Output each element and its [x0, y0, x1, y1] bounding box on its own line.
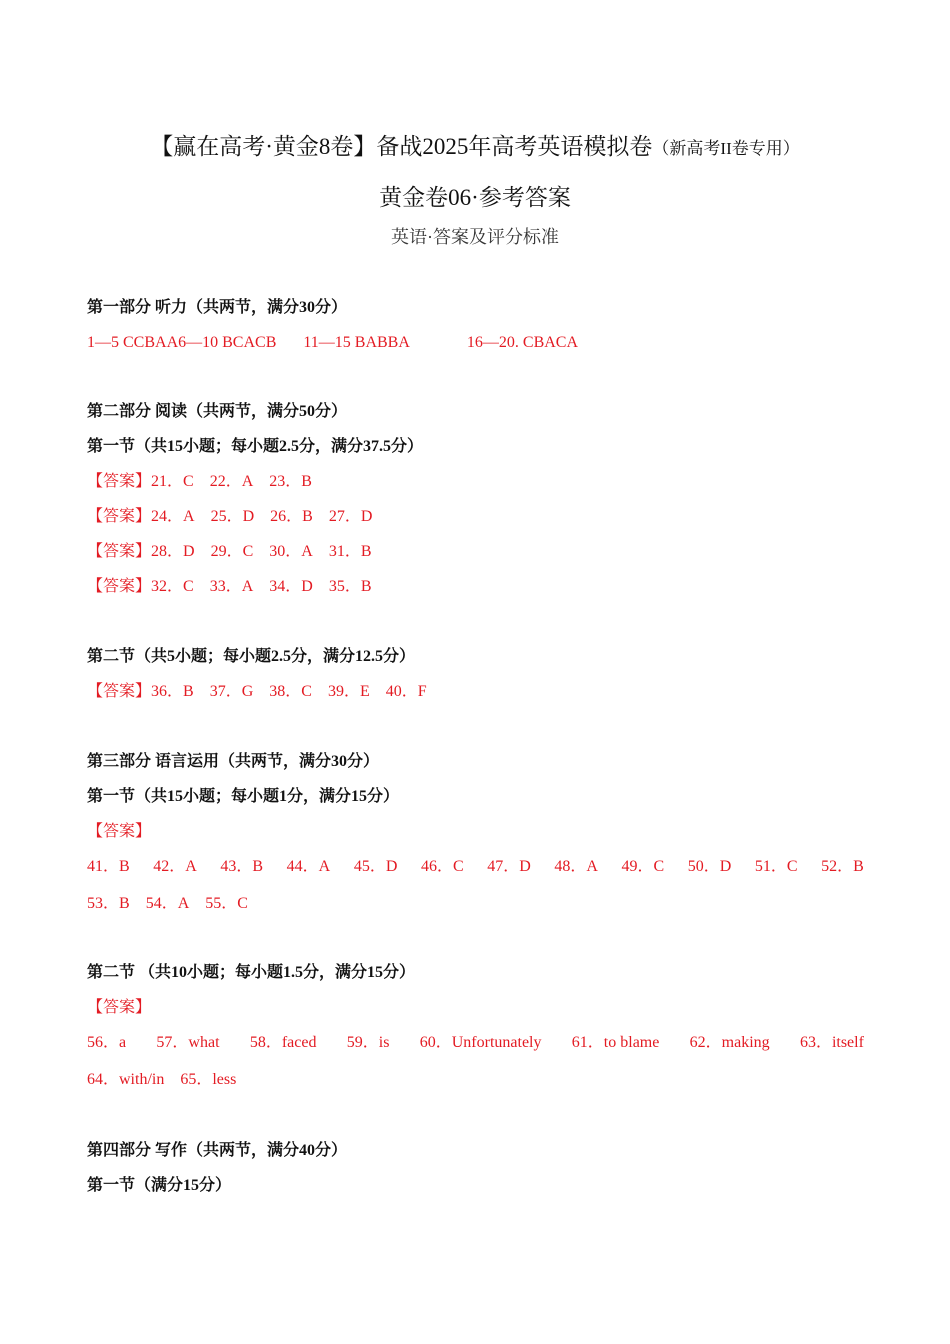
answer-item: 44．A — [286, 858, 331, 875]
answer-item: 50．D — [687, 858, 732, 875]
answer-group: 11—15 BABBA — [303, 334, 410, 351]
answer-item: 54．A — [145, 895, 190, 912]
answer-item: 43．B — [220, 858, 264, 875]
answer-group: 1—5 CCBAA — [87, 334, 179, 351]
answer-item: 39．E — [327, 683, 370, 700]
answer-tag: 【答案】 — [87, 999, 152, 1016]
part4-section1-heading: 第一节（满分15分） — [87, 1177, 232, 1194]
answer-item: 45．D — [353, 858, 398, 875]
part3-section1-heading: 第一节（共15小题；每小题1分，满分15分） — [87, 788, 400, 805]
answer-item: 47．D — [487, 858, 531, 875]
answer-item: 27．D — [328, 508, 373, 525]
answer-row — [87, 681, 427, 703]
part2-section1-heading: 第一节（共15小题；每小题2.5分，满分37.5分） — [87, 438, 424, 455]
answer-item: 58．faced — [249, 1034, 317, 1051]
answer-item: 62．making — [689, 1034, 770, 1051]
answer-tag: 【答案】 — [87, 683, 152, 700]
answer-tag: 【答案】 — [87, 823, 152, 840]
answer-item: 35．B — [328, 578, 372, 595]
document-title — [0, 136, 950, 160]
answer-row — [87, 471, 312, 493]
part4-heading: 第四部分 写作（共两节，满分40分） — [87, 1142, 348, 1159]
answer-item: 41．B — [87, 858, 130, 875]
answer-group: 16—20. CBACA — [466, 334, 579, 351]
answer-item: 26．B — [270, 508, 313, 525]
answer-item: 61．to blame — [571, 1034, 660, 1051]
answer-item: 24．A — [151, 508, 195, 525]
answer-item: 64．with/in — [87, 1071, 165, 1088]
answer-item: 22．A — [209, 473, 254, 490]
title-text: 【赢在高考·黄金8卷】备战2025年高考英语模拟卷 — [150, 134, 653, 159]
answer-row — [87, 1069, 236, 1091]
document-subtitle2: 英语·答案及评分标准 — [391, 227, 559, 247]
answer-item: 63．itself — [799, 1034, 864, 1051]
answer-item: 59．is — [346, 1034, 390, 1051]
answer-item: 32．C — [151, 578, 194, 595]
title-note: （新高考II卷专用） — [652, 139, 800, 158]
answer-item: 38．C — [269, 683, 312, 700]
answer-item: 25．D — [210, 508, 255, 525]
answer-item: 23．B — [269, 473, 312, 490]
answer-row — [87, 576, 372, 598]
part1-heading: 第一部分 听力（共两节，满分30分） — [87, 299, 348, 316]
answer-tag: 【答案】 — [87, 508, 152, 525]
answer-tag: 【答案】 — [87, 543, 152, 560]
answer-item: 33．A — [209, 578, 254, 595]
answer-item: 34．D — [269, 578, 313, 595]
answer-item: 28．D — [151, 543, 195, 560]
answer-item: 53．B — [87, 895, 130, 912]
answer-row — [87, 856, 864, 878]
answer-item: 40．F — [385, 683, 427, 700]
answer-item: 21．C — [151, 473, 194, 490]
answer-item: 42．A — [153, 858, 197, 875]
answer-item: 65．less — [180, 1071, 237, 1088]
part3-section2-heading: 第二节 （共10小题；每小题1.5分，满分15分） — [87, 964, 416, 981]
answer-item: 51．C — [754, 858, 798, 875]
answer-item: 31．B — [328, 543, 372, 560]
answer-row — [87, 1032, 864, 1054]
answer-item: 49．C — [621, 858, 665, 875]
answer-row — [87, 506, 372, 528]
answer-item: 57．what — [156, 1034, 220, 1051]
answer-item: 52．B — [821, 858, 864, 875]
answer-item: 37．G — [209, 683, 254, 700]
part3-heading: 第三部分 语言运用（共两节，满分30分） — [87, 753, 380, 770]
answer-item: 46．C — [420, 858, 464, 875]
answer-item: 60．Unfortunately — [419, 1034, 542, 1051]
answer-item: 56．a — [87, 1034, 127, 1051]
answer-tag: 【答案】 — [87, 473, 152, 490]
answer-row — [87, 893, 248, 915]
answer-item: 30．A — [269, 543, 313, 560]
part1-answers — [87, 332, 578, 354]
part2-section2-heading: 第二节（共5小题；每小题2.5分，满分12.5分） — [87, 648, 416, 665]
answer-group: 6—10 BCACB — [178, 334, 277, 351]
answer-item: 36．B — [151, 683, 194, 700]
answer-item: 55．C — [205, 895, 248, 912]
answer-item: 48．A — [554, 858, 598, 875]
document-subtitle: 黄金卷06·参考答案 — [379, 185, 571, 210]
part2-heading: 第二部分 阅读（共两节，满分50分） — [87, 403, 348, 420]
answer-tag: 【答案】 — [87, 578, 152, 595]
answer-item: 29．C — [210, 543, 254, 560]
answer-row — [87, 541, 372, 563]
